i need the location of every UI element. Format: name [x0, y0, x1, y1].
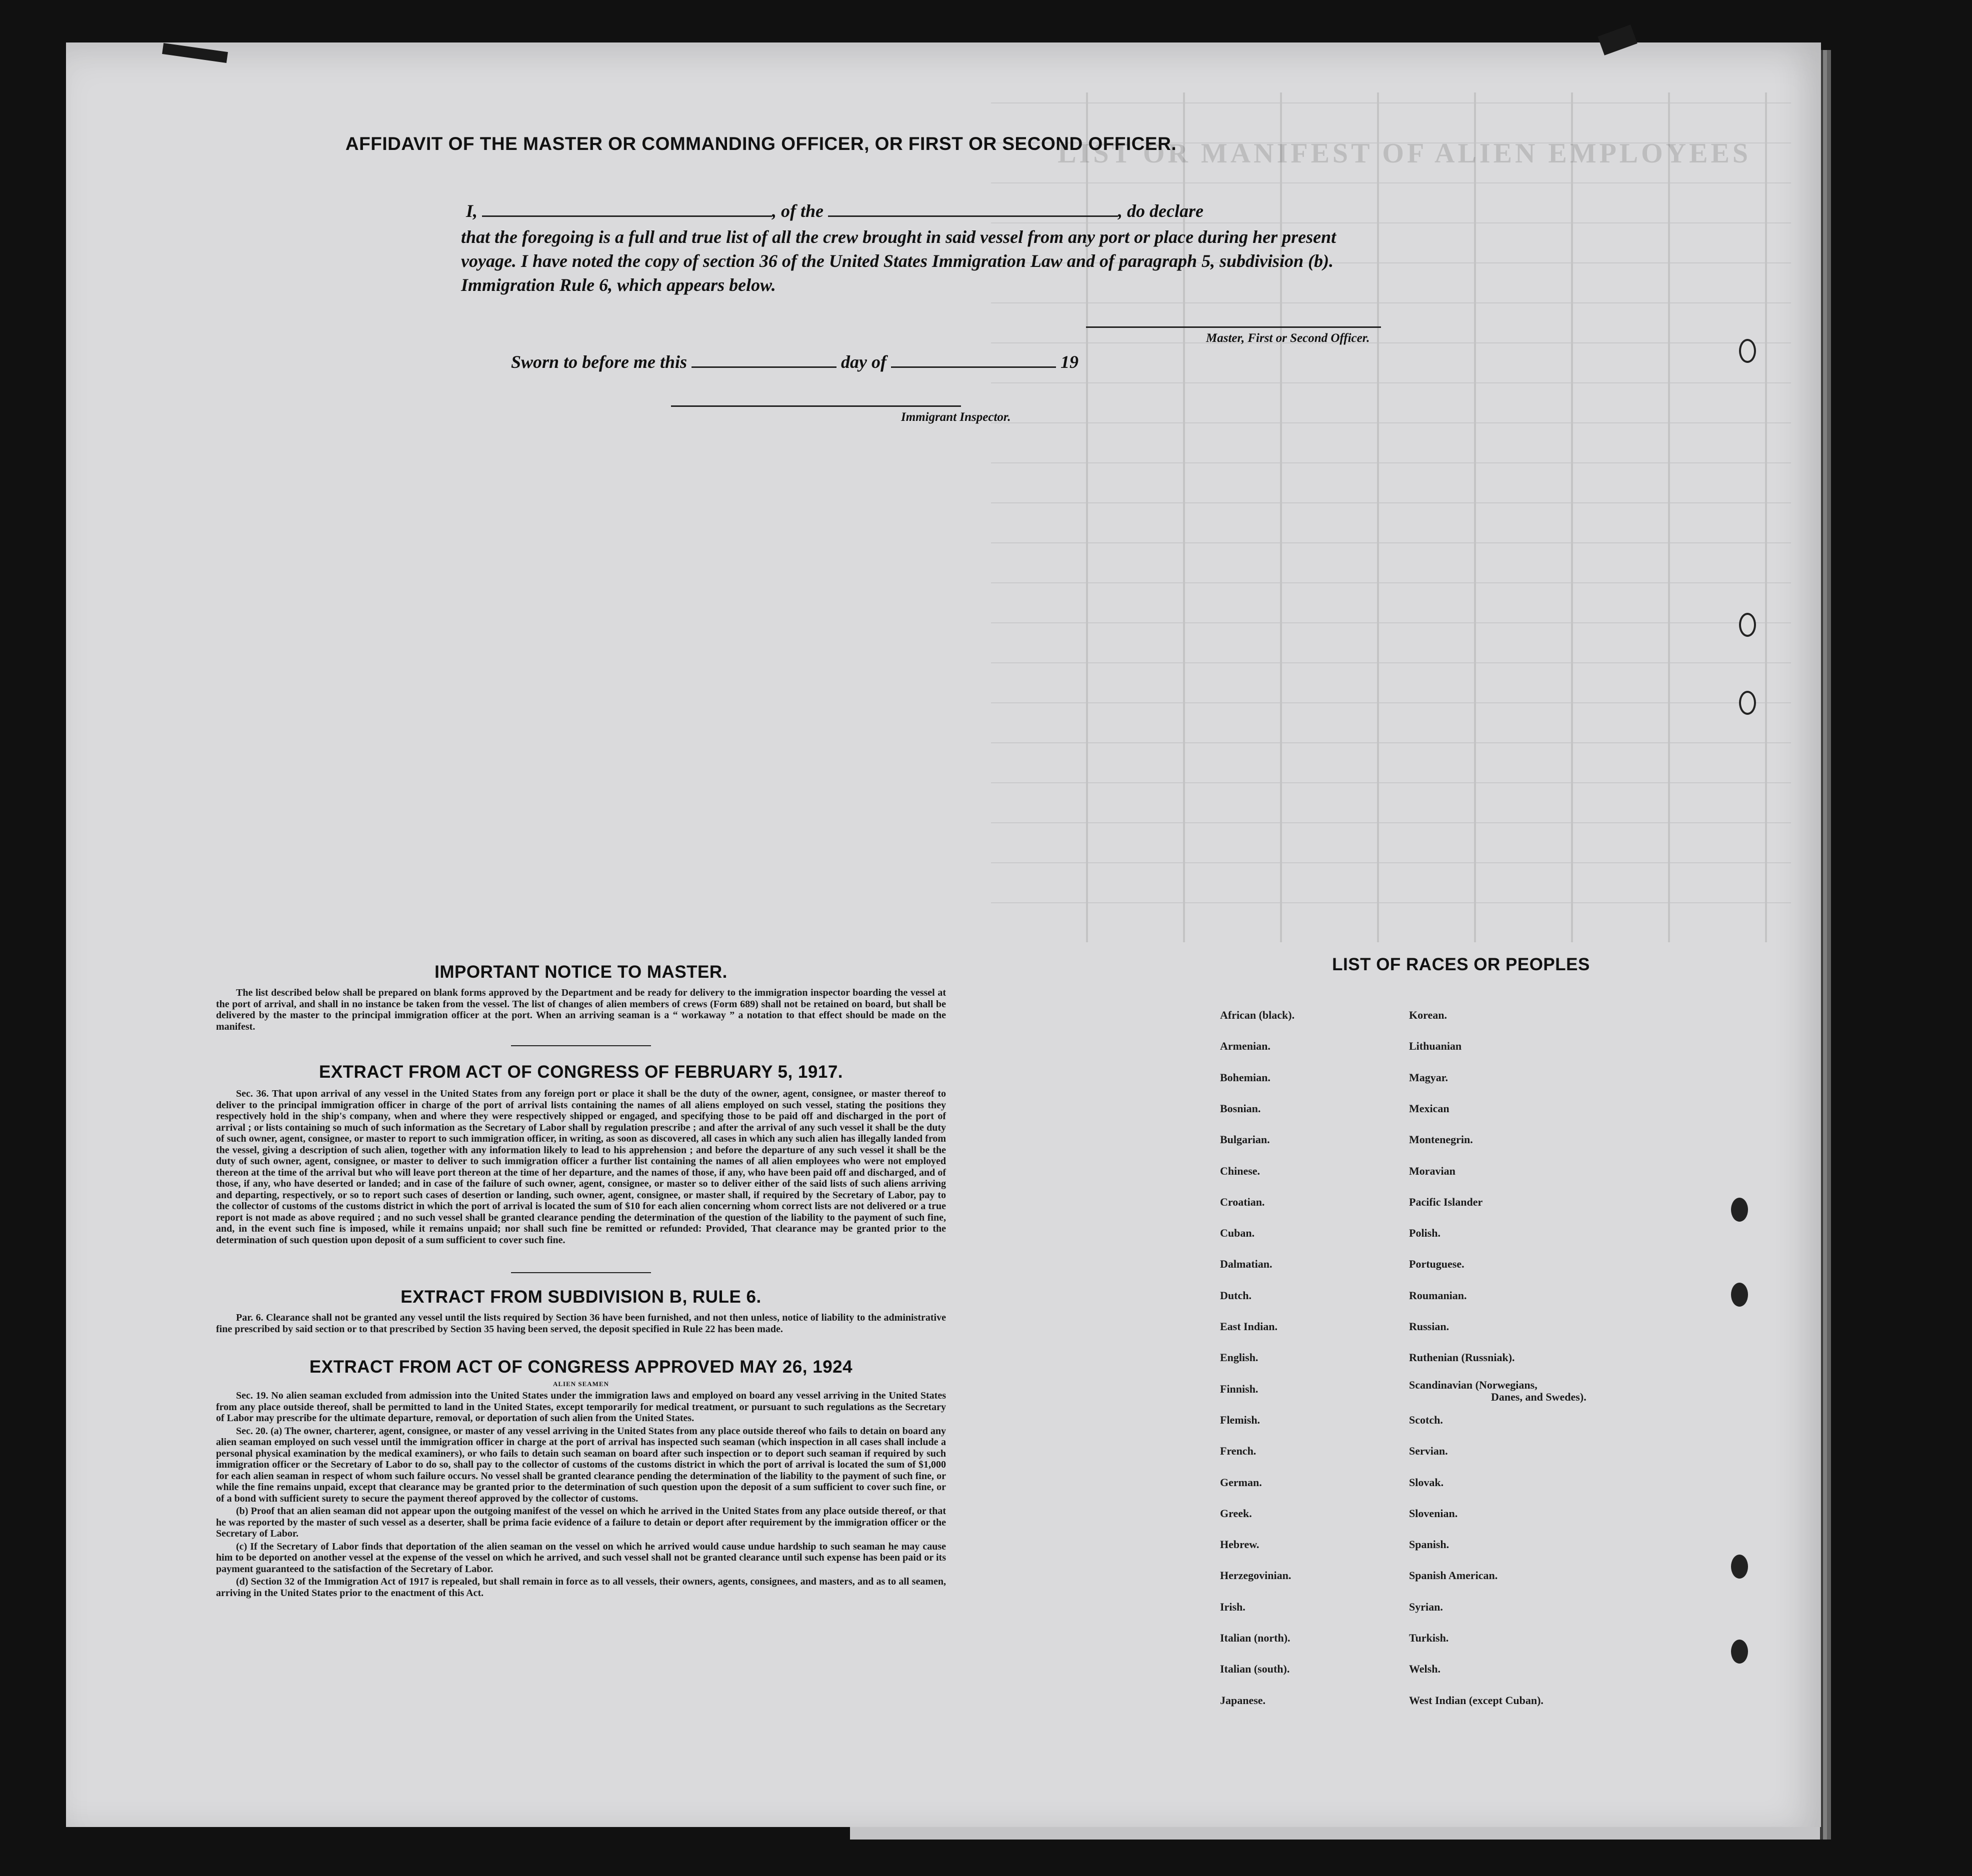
affidavit-line-3: voyage. I have noted the copy of section 36 of the United States Immigration Law and of paragraph 5, subdivision (b).: [461, 251, 1334, 271]
race-item: Dalmatian.: [1220, 1258, 1272, 1271]
affidavit-title: AFFIDAVIT OF THE MASTER OR COMMANDING OFFICER, OR FIRST OR SECOND OFFICER.: [345, 133, 1177, 154]
race-item: Servian.: [1409, 1445, 1448, 1458]
name-blank: [482, 202, 772, 217]
form-page: [66, 42, 1821, 1827]
extract-1917-text: [216, 1088, 946, 1247]
race-item: German.: [1220, 1476, 1262, 1489]
divider-2: [511, 1272, 651, 1273]
race-item: Syrian.: [1409, 1600, 1443, 1613]
race-item: East Indian.: [1220, 1320, 1278, 1333]
race-item: Pacific Islander: [1409, 1195, 1483, 1208]
race-item: Lithuanian: [1409, 1040, 1462, 1053]
extract-1924-paragraph: Sec. 20. (a) The owner, charterer, agent, consignee, or master of any vessel arriving in the United States from any place outside thereof who fails to detain on board any alien seaman employed on such vessel until the immigration officer in charge at the port of arrival has inspected such seaman (which inspection in all cases shall include a personal physical examination by the medical examiners), or who fails to detain such seaman on board after such inspection or to deport such seaman if required by such immigration officer or the Secretary of Labor to do so, shall pay to the collector of customs of the customs district in which the port of arrival is located the sum of $1,000 for each alien seaman in respect of whom such failure occurs. No vessel shall be granted clearance pending the determination of the liability to the payment of such fine, or while the fine remains unpaid, except that clearance may be granted prior to the determination of such question upon the deposit of a sum sufficient to cover such fine, or of a bond with sufficient surety to secure the payment thereof approved by the collector of customs.: [216, 1425, 946, 1504]
race-item: Dutch.: [1220, 1289, 1252, 1302]
affidavit-i: I,: [466, 201, 478, 221]
extract-1924-title: EXTRACT FROM ACT OF CONGRESS APPROVED MAY 26, 1924: [309, 1357, 853, 1377]
race-item: Moravian: [1409, 1164, 1456, 1177]
race-item: West Indian (except Cuban).: [1409, 1694, 1544, 1707]
race-item: Irish.: [1220, 1600, 1246, 1613]
race-item: Japanese.: [1220, 1694, 1266, 1707]
sworn-year: 19: [1060, 352, 1079, 372]
races-title: LIST OF RACES OR PEOPLES: [1332, 955, 1590, 974]
race-item: Spanish American.: [1409, 1569, 1498, 1582]
bleed-through-title: LIST OR MANIFEST OF ALIEN EMPLOYEES: [1058, 138, 1751, 169]
affidavit-line-2: that the foregoing is a full and true list of all the crew brought in said vessel from any port or place during her present: [461, 227, 1336, 247]
binder-hole: [1739, 613, 1756, 637]
race-item: Ruthenian (Russniak).: [1409, 1351, 1515, 1364]
race-item: Hebrew.: [1220, 1538, 1260, 1551]
race-item: Scotch.: [1409, 1413, 1443, 1426]
sworn-prefix: Sworn to before me this: [511, 352, 688, 372]
race-item: Finnish.: [1220, 1382, 1258, 1395]
race-item: Italian (north).: [1220, 1632, 1290, 1644]
binder-hole: [1731, 1555, 1748, 1579]
binder-hole: [1739, 691, 1756, 715]
extract-1917-title: EXTRACT FROM ACT OF CONGRESS OF FEBRUARY 5, 1917.: [318, 1062, 844, 1082]
inspector-signature-line: [671, 405, 961, 407]
race-item: Portuguese.: [1409, 1258, 1464, 1271]
extract-1924-paragraph: (b) Proof that an alien seaman did not appear upon the outgoing manifest of the vessel on which he arrived in the United States from any place outside thereof, or that he was reported by the master of such vessel as a deserter, shall be prima facie evidence of a failure to detain or deport after requirement by the immigration officer or the Secretary of Labor.: [216, 1506, 946, 1539]
sworn-date-blank: [692, 353, 836, 368]
race-item: Roumanian.: [1409, 1289, 1467, 1302]
extract-rule6-text: [216, 1312, 946, 1336]
binder-hole: [1731, 1198, 1748, 1222]
race-item: Danes, and Swedes).: [1491, 1390, 1586, 1403]
race-item: Chinese.: [1220, 1164, 1260, 1177]
race-item: Slovak.: [1409, 1476, 1444, 1489]
affidavit-line-4: Immigration Rule 6, which appears below.: [461, 275, 776, 295]
inspector-label: Immigrant Inspector.: [901, 410, 1011, 424]
extract-1924-paragraph: (d) Section 32 of the Immigration Act of 1917 is repealed, but shall remain in force as to all vessels, their owners, agents, consignees, and masters, and as to all seamen, arriving in the United States prior to the enactment of this Act.: [216, 1576, 946, 1599]
affidavit-line-1: [466, 200, 1204, 221]
race-item: French.: [1220, 1445, 1256, 1458]
divider-1: [511, 1045, 651, 1046]
race-item: Bulgarian.: [1220, 1133, 1270, 1146]
race-item: Bosnian.: [1220, 1102, 1261, 1115]
extract-rule6-paragraph: Par. 6. Clearance shall not be granted any vessel until the lists required by Section 36 have been furnished, and not then unless, notice of liability to the administrative fine prescribed by said section or to that prescribed by Section 35 having been served, the deposit specified in Rule 22 has been made.: [216, 1312, 946, 1335]
race-item: Herzegovinian.: [1220, 1569, 1292, 1582]
race-item: Scandinavian (Norwegians,: [1409, 1378, 1538, 1391]
sworn-line: [511, 351, 1078, 372]
notice-paragraph: The list described below shall be prepared on blank forms approved by the Department and be ready for delivery to the immigration inspector boarding the vessel at the port of arrival, and shall in no instance be taken from the vessel. The list of changes of alien members of crews (Form 689) shall not be retained on board, but shall be delivered by the master to the principal immigration officer at the port. When an arriving seaman is a “ workaway ” a notation to that effect should be made on the manifest.: [216, 987, 946, 1032]
race-item: Welsh.: [1409, 1663, 1440, 1676]
race-item: Croatian.: [1220, 1195, 1265, 1208]
notice-title: IMPORTANT NOTICE TO MASTER.: [434, 962, 728, 982]
race-item: Slovenian.: [1409, 1507, 1458, 1520]
race-item: English.: [1220, 1351, 1258, 1364]
sworn-day-of: day of: [841, 352, 887, 372]
master-signature-line: [1086, 326, 1381, 328]
race-item: Italian (south).: [1220, 1663, 1290, 1676]
binder-hole: [1739, 339, 1756, 363]
race-item: Cuban.: [1220, 1227, 1255, 1240]
vessel-blank: [828, 202, 1118, 217]
race-item: Greek.: [1220, 1507, 1252, 1520]
affidavit-declare: , do declare: [1118, 201, 1204, 221]
race-item: Montenegrin.: [1409, 1133, 1473, 1146]
extract-rule6-title: EXTRACT FROM SUBDIVISION B, RULE 6.: [400, 1287, 762, 1307]
binder-hole: [1731, 1283, 1748, 1307]
race-item: Flemish.: [1220, 1413, 1260, 1426]
race-item: Bohemian.: [1220, 1071, 1270, 1084]
race-item: Armenian.: [1220, 1040, 1270, 1053]
race-item: Polish.: [1409, 1227, 1440, 1240]
extract-1924-paragraph: Sec. 19. No alien seaman excluded from admission into the United States under the immigration laws and employed on board any vessel arriving in the United States from any place outside thereof, shall be permitted to land in the United States, except temporarily for medical treatment, or pursuant to such regulations as the Secretary of Labor may prescribe for the ultimate departure, removal, or deportation of such alien from the United States.: [216, 1390, 946, 1424]
extract-1924-paragraph: (c) If the Secretary of Labor finds that deportation of the alien seaman on the vessel on which he arrived would cause undue hardship to such seaman he may cause him to be deported on another vessel at the expense of the vessel on which he arrived, and such vessel shall not be granted clearance until such expense has been paid or its payment guaranteed to the satisfaction of the Secretary of Labor.: [216, 1541, 946, 1575]
binder-hole: [1731, 1640, 1748, 1664]
affidavit-of-the: , of the: [772, 201, 824, 221]
extract-1924-subtitle: ALIEN SEAMEN: [552, 1380, 610, 1388]
extract-1917-paragraph: Sec. 36. That upon arrival of any vessel in the United States from any foreign port or place it shall be the duty of the owner, agent, consignee, or master thereof to deliver to the principal immigration officer in charge of the port of arrival lists containing the names of all aliens employed on such vessel, stating the positions they respectively hold in the ship's company, when and where they were respectively shipped or engaged, and specifying those to be paid off and discharged in the port of arrival ; or lists containing so much of such information as the Secretary of Labor shall by regulation prescribe ; and after the arrival of any such vessel it shall be the duty of such owner, agent, consignee, or master to report to such immigration officer, in writing, as soon as discovered, all cases in which any such alien has illegally landed from the vessel, giving a description of such alien, together with any information likely to lead to his apprehension ; and before the departure of any such vessel it shall be the duty of such owner, agent, consignee, or master to deliver to such immigration officer a further list containing the names of all alien employees who were not employed thereon at the time of the arrival but who will leave port thereon at the time of her departure, and the names of those, if any, who have been paid off and discharged, and of those, if any, who have deserted or landed; and in case of the failure of such owner, agent, consignee, or master so to deliver either of the said lists of such aliens arriving and departing, respectively, or so to report such cases of desertion or landing, such owner, agent, consignee, or master shall, if required by the Secretary of Labor, pay to the collector of customs of the customs district in which the port of arrival is located the sum of $10 for each alien concerning whom correct lists are not delivered or a true report is not made as above required ; and no such vessel shall be granted clearance pending the determination of the question of the liability to the payment of such fine, and, in the event such fine is imposed, while it remains unpaid; nor shall such fine be remitted or refunded: Provided, That clearance may be granted prior to the determination of such question upon deposit of a sum sufficient to cover such fine.: [216, 1088, 946, 1246]
race-item: Magyar.: [1409, 1071, 1448, 1084]
notice-text: [216, 987, 946, 1034]
race-item: Russian.: [1409, 1320, 1450, 1333]
race-item: African (black).: [1220, 1009, 1295, 1021]
race-item: Mexican: [1409, 1102, 1450, 1115]
race-item: Spanish.: [1409, 1538, 1450, 1551]
race-item: Korean.: [1409, 1009, 1447, 1021]
master-label: Master, First or Second Officer.: [1206, 331, 1370, 345]
race-item: Turkish.: [1409, 1632, 1449, 1644]
extract-1924-text: [216, 1390, 946, 1600]
sworn-month-blank: [891, 353, 1056, 368]
